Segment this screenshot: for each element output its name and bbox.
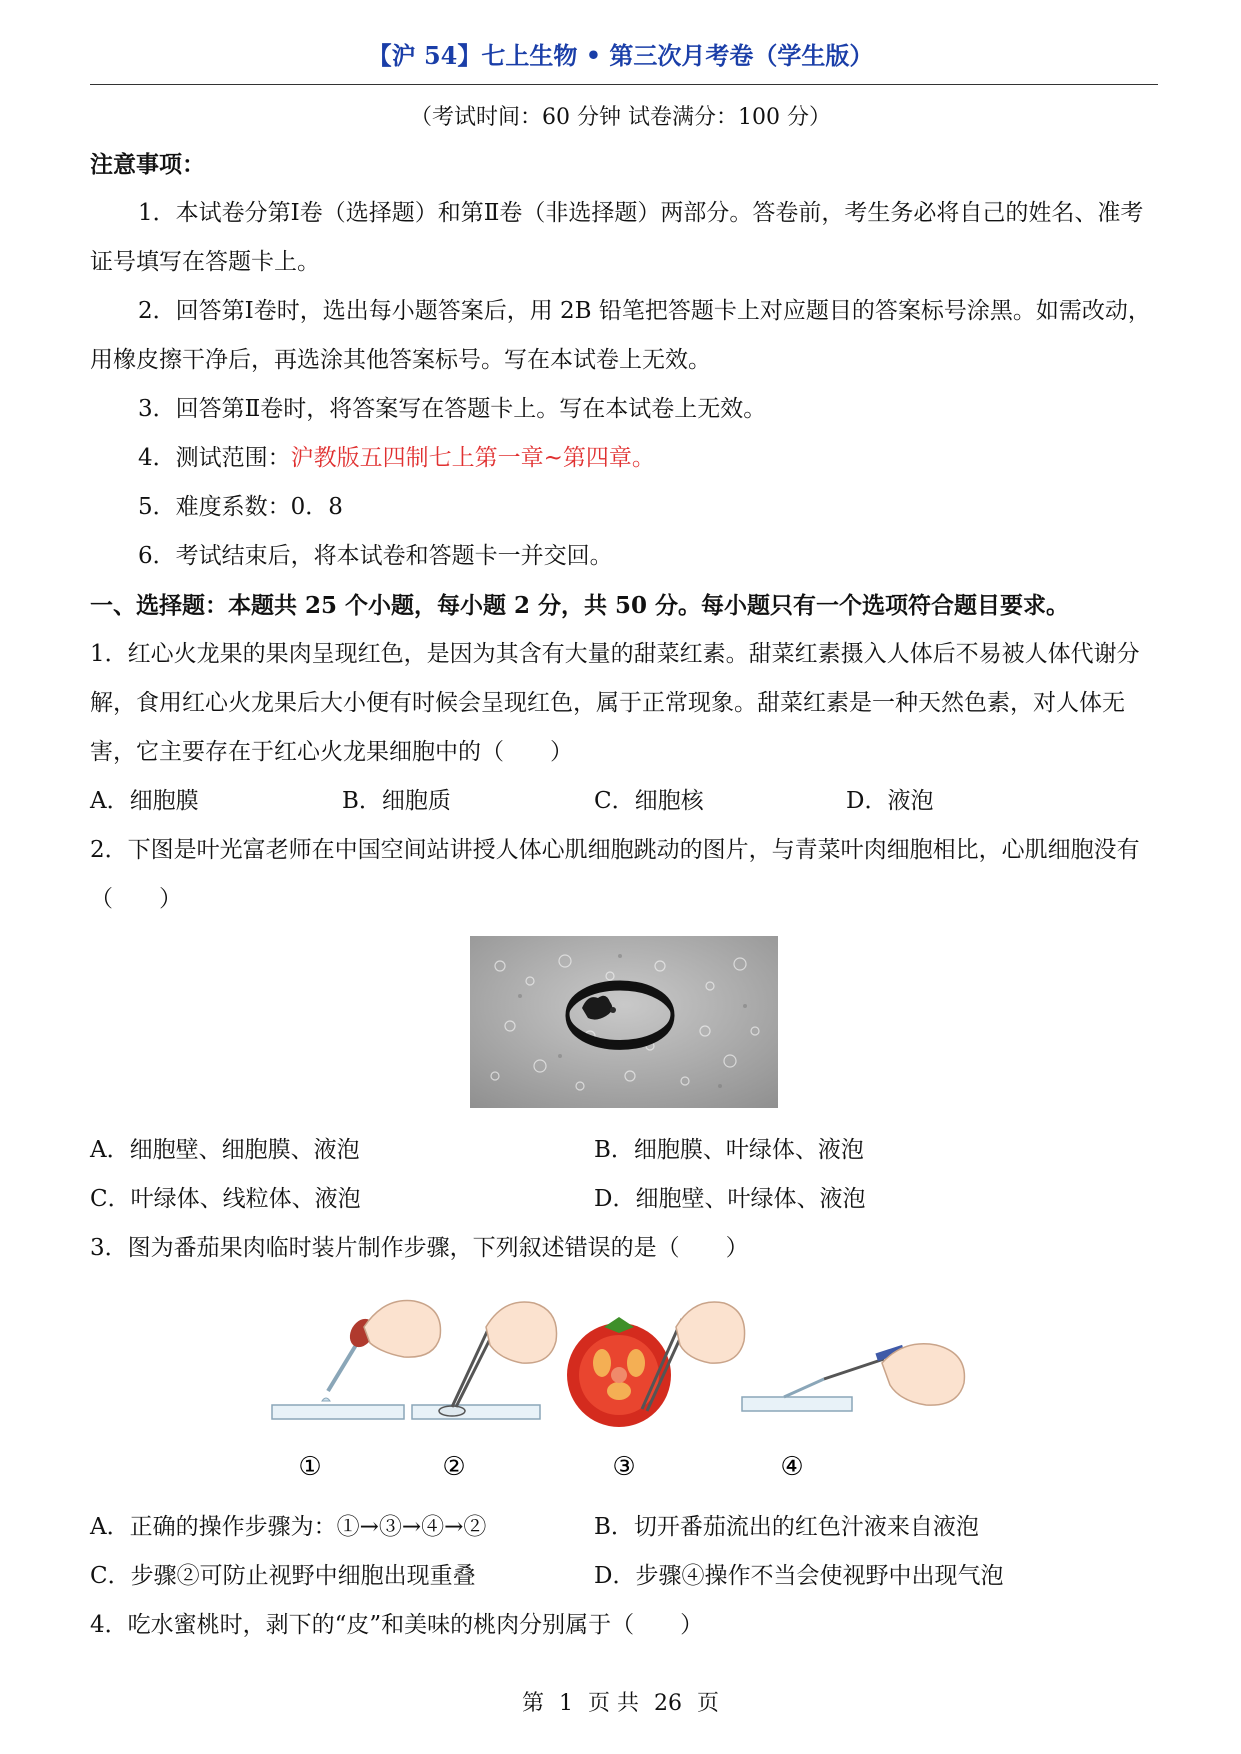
notice-item-3: 3．回答第Ⅱ卷时，将答案写在答题卡上。写在本试卷上无效。 xyxy=(138,396,767,422)
option-a: A．细胞膜 xyxy=(90,788,199,814)
page-title: 【沪 54】七上生物 • 第三次月考卷（学生版） xyxy=(367,41,874,70)
notice-item-6: 6．考试结束后，将本试卷和答题卡一并交回。 xyxy=(138,543,613,569)
step-label-4: ④ xyxy=(780,1452,804,1482)
footer-prefix: 第 xyxy=(521,1691,544,1716)
header-divider xyxy=(90,84,1158,85)
question-2-figure xyxy=(90,924,1158,1126)
option-b: B．细胞质 xyxy=(342,788,451,814)
question-3-stem: 3．图为番茄果肉临时装片制作步骤，下列叙述错误的是（ ） xyxy=(90,1235,749,1261)
step-1-dropper-illustration xyxy=(272,1301,440,1419)
step-label-1: ① xyxy=(298,1452,322,1482)
footer-mid: 页 共 xyxy=(588,1691,639,1716)
footer-suffix: 页 xyxy=(697,1691,720,1716)
notice-heading: 注意事项： xyxy=(90,151,205,178)
section-heading: 一、选择题：本题共 25 个小题，每小题 2 分，共 50 分。每小题只有一个选项符合题目要求。 xyxy=(90,592,1070,619)
notice-item-5: 5．难度系数：0．8 xyxy=(138,494,343,520)
option-d: D．细胞壁、叶绿体、液泡 xyxy=(594,1186,866,1212)
question-2-stem: 2．下图是叶光富老师在中国空间站讲授人体心肌细胞跳动的图片，与青菜叶肉细胞相比，心肌细胞没有（ ） xyxy=(90,837,1140,912)
question-3-options-row-1 xyxy=(90,1503,1158,1552)
page-number: 1 xyxy=(559,1691,573,1716)
option-c: C．叶绿体、线粒体、液泡 xyxy=(90,1186,361,1212)
total-pages: 26 xyxy=(654,1691,682,1716)
step-label-2: ② xyxy=(442,1452,466,1482)
option-a: A．细胞壁、细胞膜、液泡 xyxy=(90,1137,360,1163)
test-range: 沪教版五四制七上第一章~第四章。 xyxy=(290,445,655,471)
question-3-options-row-2 xyxy=(90,1552,1158,1601)
option-c: C．步骤②可防止视野中细胞出现重叠 xyxy=(90,1563,476,1589)
notice-item-2: 2．回答第Ⅰ卷时，选出每小题答案后，用 2B 铅笔把答题卡上对应题目的答案标号涂黑。如需改动，用橡皮擦干净后，再选涂其他答案标号。写在本试卷上无效。 xyxy=(90,298,1151,373)
notice-item-1: 1．本试卷分第Ⅰ卷（选择题）和第Ⅱ卷（非选择题）两部分。答卷前，考生务必将自己的姓名、准考证号填写在答题卡上。 xyxy=(90,200,1144,275)
question-2-options-row-2 xyxy=(90,1175,1158,1224)
slide-preparation-steps xyxy=(264,1287,984,1487)
question-3-figure xyxy=(90,1273,1158,1503)
step-4-coverslip-illustration xyxy=(742,1344,964,1411)
option-d: D．液泡 xyxy=(846,788,934,814)
option-d: D．步骤④操作不当会使视野中出现气泡 xyxy=(594,1563,1004,1589)
option-a: A．正确的操作步骤为：①→③→④→② xyxy=(90,1514,487,1540)
notice-item-4-label: 4．测试范围： xyxy=(138,445,291,471)
question-2-options-row-1 xyxy=(90,1126,1158,1175)
exam-content xyxy=(90,140,1158,1650)
step-label-3: ③ xyxy=(612,1452,636,1482)
step-3-tomato-illustration xyxy=(567,1302,745,1427)
option-b: B．切开番茄流出的红色汁液来自液泡 xyxy=(594,1514,979,1540)
exam-info: （考试时间：60 分钟 试卷满分：100 分） xyxy=(410,105,831,130)
question-1-stem: 1．红心火龙果的果肉呈现红色，是因为其含有大量的甜菜红素。甜菜红素摄入人体后不易被人体代谢分解，食用红心火龙果后大小便有时候会呈现红色，属于正常现象。甜菜红素是一种天然色素，对人体无害，它主要存在于红心火龙果细胞中的（ ） xyxy=(90,641,1140,765)
heart-cell-micrograph xyxy=(470,936,778,1108)
question-4-stem: 4．吃水蜜桃时，剥下的“皮”和美味的桃肉分别属于（ ） xyxy=(90,1612,704,1638)
page-footer xyxy=(0,1686,1241,1717)
option-b: B．细胞膜、叶绿体、液泡 xyxy=(594,1137,864,1163)
notice-item-4 xyxy=(90,434,1158,483)
question-1-options xyxy=(90,777,1158,826)
option-c: C．细胞核 xyxy=(594,788,704,814)
